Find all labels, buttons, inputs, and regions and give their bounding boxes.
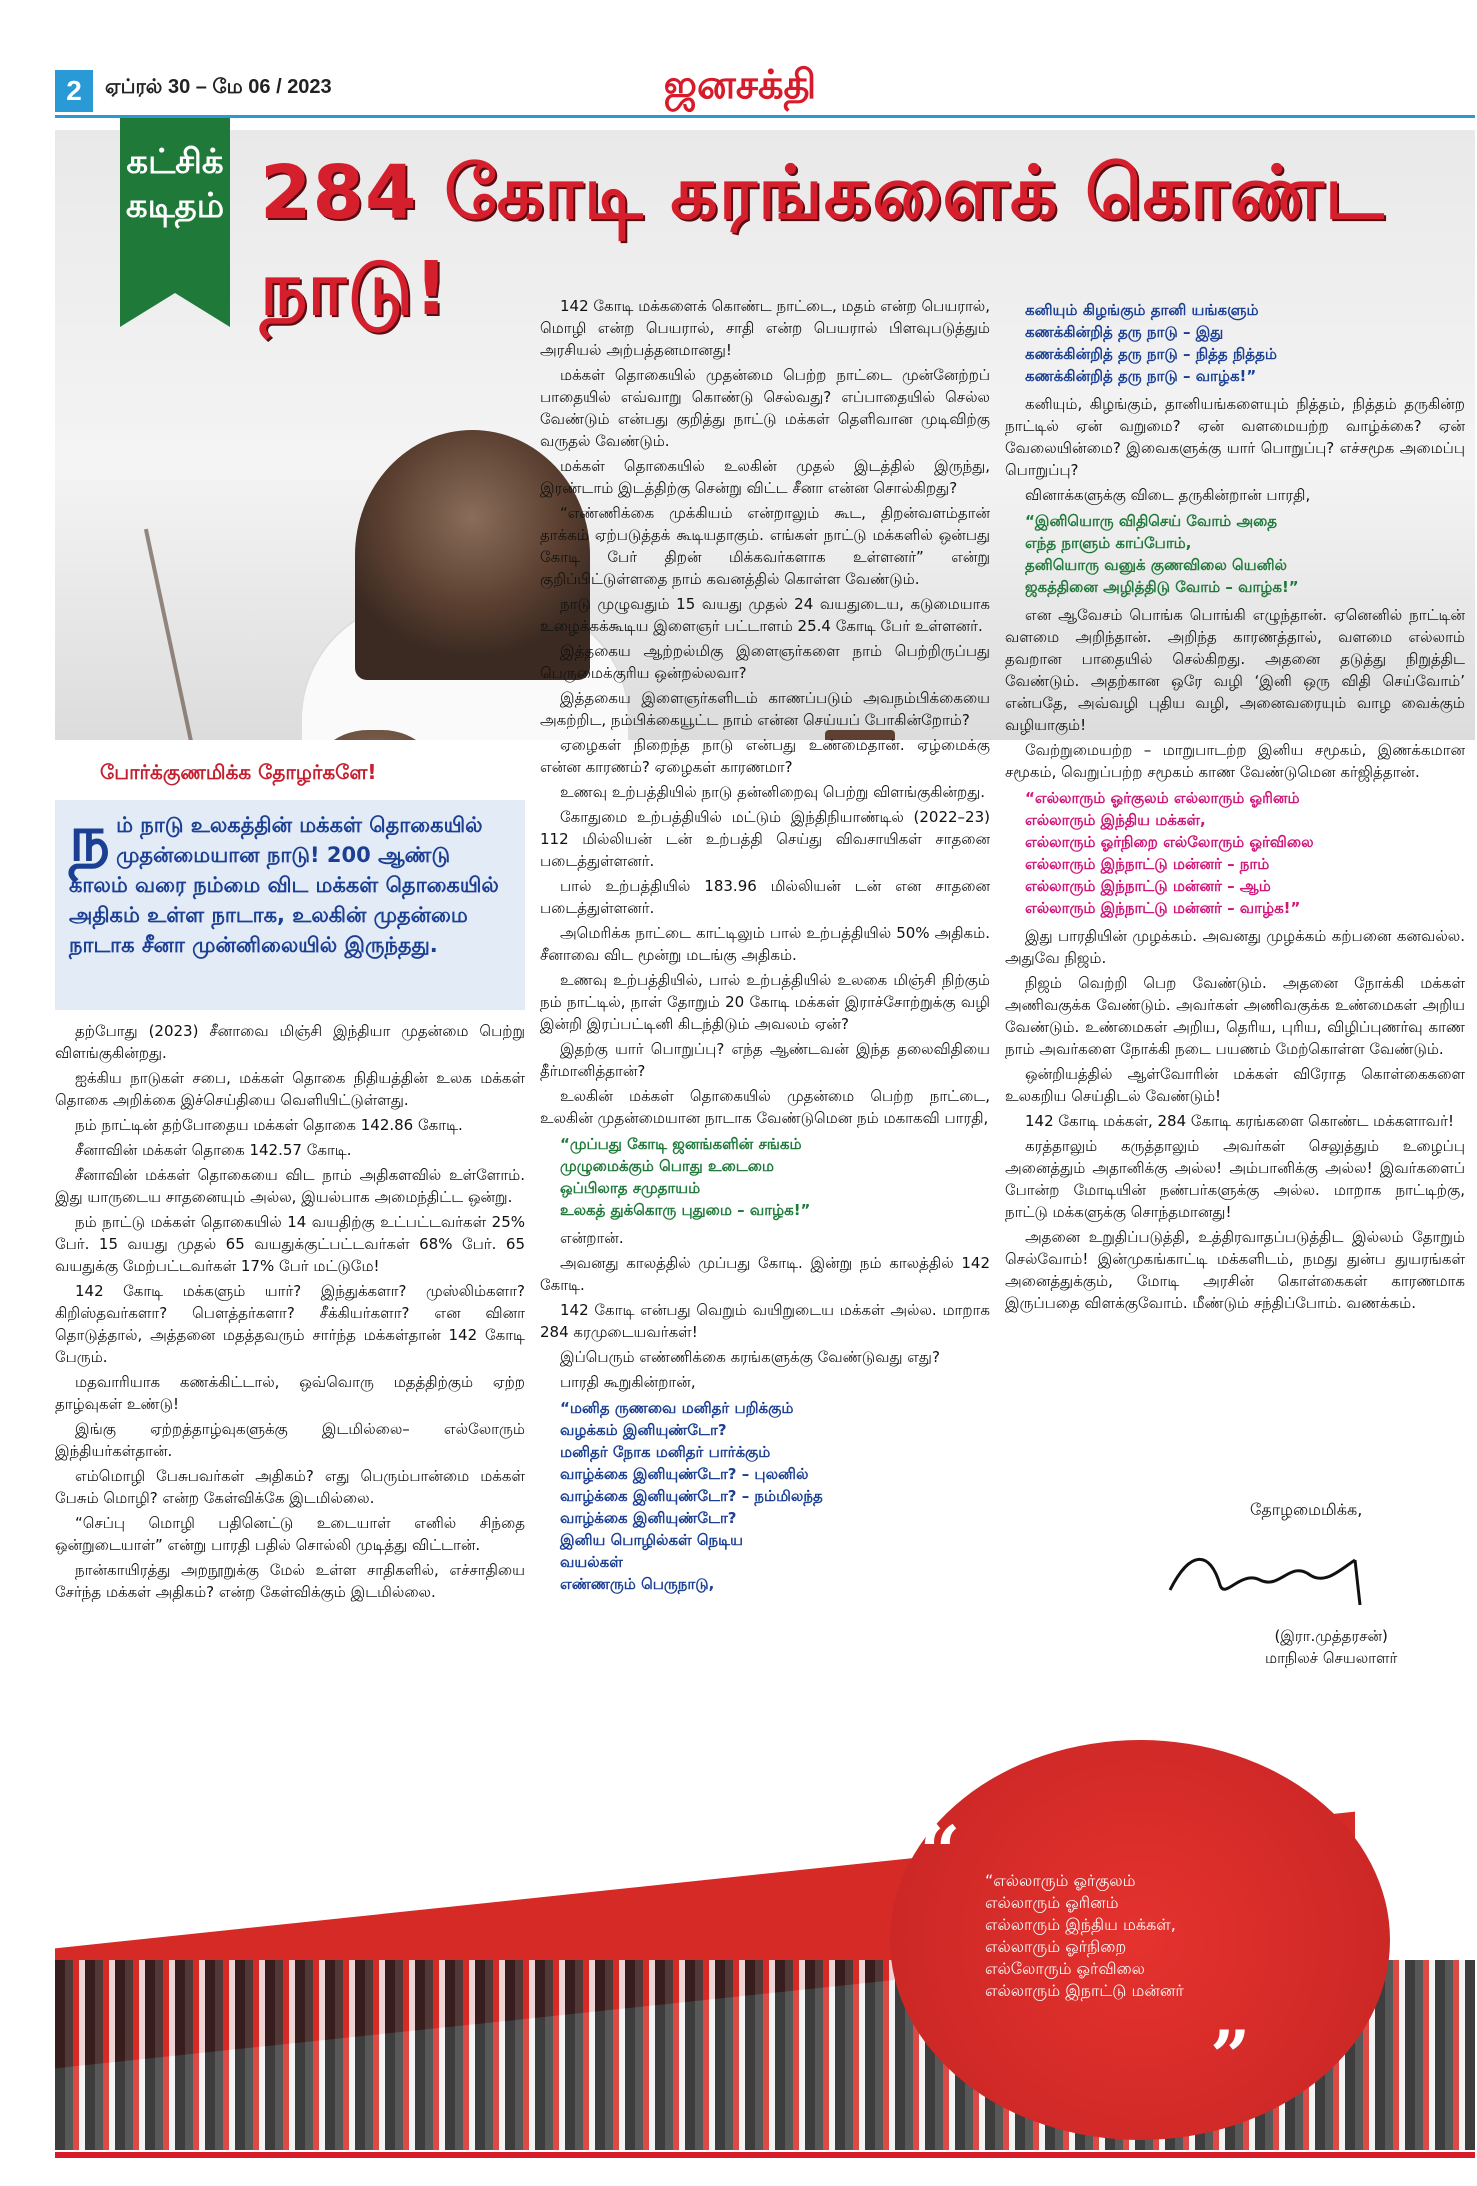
poem-quote: “எல்லாரும் ஓர்குலம் எல்லாரும் ஓரினம் எல்லாரும் இந்திய மக்கள், எல்லாரும் ஓர்நிறை எல்லோரும் ஓர்விலை எல்லாரும் இந்நாட்டு மன்னர் – நாம் எல்லாரும் இந்நாட்டு மன்னர் – ஆம் எல்லாரும் இந்நாட்டு மன்னர் – வாழ்க!” — [1025, 789, 1314, 917]
paragraph: 142 கோடி என்பது வெறும் வயிறுடைய மக்கள் அல்ல. மாறாக 284 கரமுடையவர்கள்! — [540, 1301, 990, 1341]
paragraph: “எண்ணிக்கை முக்கியம் என்றாலும் கூட, திறன்வளம்தான் தாக்கம் ஏற்படுத்தக் கூடியதாகும். எங்கள் நாட்டு மக்களில் ஒன்பது கோடி பேர் திறன் மிக்கவர்களாக உள்ளனர்” என்று குறிப்பிட்டுள்ளதை நாம் கவனத்தில் கொள்ள வேண்டும். — [540, 504, 990, 588]
page-number: 2 — [55, 70, 93, 112]
pull-quote: “எல்லாரும் ஓர்குலம் எல்லாரும் ஓரினம் எல்லாரும் இந்திய மக்கள், எல்லாரும் ஓர்நிறை எல்லோரும் ஓர்விலை எல்லாரும் இநாட்டு மன்னர் — [985, 1871, 1184, 2000]
author-credit — [1265, 1625, 1397, 1669]
lead-text: ம் நாடு உலகத்தின் மக்கள் தொகையில் முதன்மையான நாடு! 200 ஆண்டு காலம் வரை நம்மை விட மக்கள் தொகையில் அதிகம் உள்ள நாடாக, உலகின் முதன்மை நாடாக சீனா முன்னிலையில் இருந்தது. — [69, 813, 499, 957]
paragraph: அதனை உறுதிப்படுத்தி, உத்திரவாதப்படுத்திட இல்லம் தோறும் செல்வோம்! இன்முகங்காட்டி மக்களிடம், நமது துன்ப துயரங்கள் அனைத்துக்கும், மோடி அரசின் கொள்கைகள் காரணமாக இருப்பதை விளக்குவோம். மீண்டும் சந்திப்போம். வணக்கம். — [1005, 1228, 1465, 1312]
paragraph: இங்கு ஏற்றத்தாழ்வுகளுக்கு இடமில்லை– எல்லோரும் இந்தியர்கள்தான். — [55, 1420, 525, 1460]
paragraph: உணவு உற்பத்தியில், பால் உற்பத்தியில் உலகை மிஞ்சி நிற்கும் நம் நாட்டில், நாள் தோறும் 20 கோடி மக்கள் இராச்சோற்றுக்கு வழி இன்றி இரப்பட்டினி கிடந்திடும் அவலம் ஏன்? — [540, 971, 990, 1033]
paragraph: பாரதி கூறுகின்றான், — [560, 1373, 696, 1391]
paragraph: இத்தகைய இளைஞர்களிடம் காணப்படும் அவநம்பிக்கையை அகற்றிட, நம்பிக்கையூட்ட நாம் என்ன செய்யப் போகின்றோம்? — [540, 689, 990, 729]
masthead: ஜனசக்தி — [663, 62, 817, 108]
poem-quote: “மனித ருணவை மனிதர் பறிக்கும் வழக்கம் இனியுண்டோ? மனிதர் நோக மனிதர் பார்க்கும் வாழ்க்கை இனியுண்டோ? – புலனில் வாழ்க்கை இனியுண்டோ? – நம்மிலந்த வாழ்க்கை இனியுண்டோ? இனிய பொழில்கள் நெடிய வயல்கள் எண்ணரும் பெருநாடு, — [560, 1399, 823, 1593]
paragraph: “செப்பு மொழி பதினெட்டு உடையாள் எனில் சிந்தை ஒன்றுடையாள்” என்று பாரதி பதில் சொல்லி முடித்து விட்டான். — [55, 1514, 525, 1554]
signature-image — [1150, 1530, 1390, 1620]
paragraph: நம் நாட்டு மக்கள் தொகையில் 14 வயதிற்கு உட்பட்டவர்கள் 25% பேர். 15 வயது முதல் 65 வயதுக்குட்பட்டவர்கள் 68% பேர். 65 வயதுக்கு மேற்பட்டவர்கள் 17% பேர் மட்டுமே! — [55, 1213, 525, 1275]
paragraph: நாடு முழுவதும் 15 வயது முதல் 24 வயதுடைய, கடுமையாக உழைக்கக்கூடிய இளைஞர் பட்டாளம் 25.4 கோடி பேர் உள்ளனர். — [540, 595, 990, 635]
paragraph: என ஆவேசம் பொங்க பொங்கி எழுந்தான். ஏனெனில் நாட்டின் வளமை அறிந்தான். அறிந்த காரணத்தால், வளமை எல்லாம் தவறான பாதையில் செல்கிறது. அதனை தடுத்து நிறுத்திட வேண்டும். அதற்கான ஒரே வழி ‘இனி ஒரு விதி செய்வோம்’ என்பதே, அவ்வழி புதிய வழி, அனைவரையும் வாழ வைக்கும் வழியாகும்! — [1005, 606, 1465, 734]
closing: தோழமைமிக்க, — [1250, 1500, 1363, 1519]
paragraph: நான்காயிரத்து அறநூறுக்கு மேல் உள்ள சாதிகளில், எச்சாதியை சேர்ந்த மக்கள் அதிகம்? என்ற கேள்விக்கும் இடமில்லை. — [55, 1561, 525, 1601]
quote-open-mark: “ — [920, 1810, 961, 1893]
paragraph: இது பாரதியின் முழக்கம். அவனது முழக்கம் கற்பனை கனவல்ல. அதுவே நிஜம். — [1005, 927, 1465, 967]
issue-date: ஏப்ரல் 30 – மே 06 / 2023 — [105, 76, 332, 98]
paragraph: இத்தகைய ஆற்றல்மிகு இளைஞர்களை நாம் பெற்றிருப்பது பெருமைக்குரிய ஒன்றல்லவா? — [540, 642, 990, 682]
column-3 — [1005, 295, 1465, 1317]
paragraph: நிஜம் வெற்றி பெற வேண்டும். அதனை நோக்கி மக்கள் அணிவகுக்க வேண்டும். அவர்கள் அணிவகுக்க உண்மைகள் அறிய வேண்டும். உண்மைகள் அறிய, தெரிய, புரிய, விழிப்புணர்வு காண நாம் அவர்களை நோக்கி நடை பயணம் மேற்கொள்ள வேண்டும். — [1005, 974, 1465, 1058]
paragraph: ஐக்கிய நாடுகள் சபை, மக்கள் தொகை நிதியத்தின் உலக மக்கள் தொகை அறிக்கை இச்செய்தியை வெளியிட்டுள்ளது. — [55, 1069, 525, 1109]
lead-paragraph — [55, 800, 525, 1010]
paragraph: மக்கள் தொகையில் உலகின் முதல் இடத்தில் இருந்து, இரண்டாம் இடத்திற்கு சென்று விட்ட சீனா என்ன சொல்கிறது? — [540, 457, 990, 497]
paragraph: கோதுமை உற்பத்தியில் மட்டும் இந்திநியாண்டில் (2022–23) 112 மில்லியன் டன் உற்பத்தி செய்து விவசாயிகள் சாதனை படைத்துள்ளனர். — [540, 808, 990, 870]
column-1 — [55, 1020, 525, 1606]
paragraph: சீனாவின் மக்கள் தொகையை விட நாம் அதிகளவில் உள்ளோம். இது யாருடைய சாதனையும் அல்ல, இயல்பாக அமைந்திட்ட ஒன்று. — [55, 1166, 525, 1206]
paragraph: கரத்தாலும் கருத்தாலும் அவர்கள் செலுத்தும் உழைப்பு அனைத்தும் அதானிக்கு அல்ல! அம்பானிக்கு அல்ல! இவர்களைப் போன்ற மோடியின் நண்பர்களுக்கு அல்ல. மாறாக நாட்டிற்கு, நாட்டு மக்களுக்கு சொந்தமானது! — [1005, 1137, 1465, 1221]
paragraph: வினாக்களுக்கு விடை தருகின்றான் பாரதி, — [1025, 486, 1311, 504]
paragraph: உணவு உற்பத்தியில் நாடு தன்னிறைவு பெற்று விளங்குகின்றது. — [560, 783, 986, 801]
paragraph: சீனாவின் மக்கள் தொகை 142.57 கோடி. — [75, 1141, 352, 1159]
paragraph: இப்பெரும் எண்ணிக்கை கரங்களுக்கு வேண்டுவது எது? — [560, 1348, 940, 1366]
paragraph: தற்போது (2023) சீனாவை மிஞ்சி இந்தியா முதன்மை பெற்று விளங்குகின்றது. — [55, 1022, 525, 1062]
section-ribbon — [120, 118, 230, 293]
paragraph: மதவாரியாக கணக்கிட்டால், ஒவ்வொரு மதத்திற்கும் ஏற்ற தாழ்வுகள் உண்டு! — [55, 1373, 525, 1413]
paragraph: எம்மொழி பேசுபவர்கள் அதிகம்? எது பெரும்பான்மை மக்கள் பேசும் மொழி? என்ற கேள்விக்கே இடமில்லை. — [55, 1467, 525, 1507]
paragraph: 142 கோடி மக்கள், 284 கோடி கரங்களை கொண்ட மக்களாவர்! — [1025, 1112, 1455, 1130]
paragraph: உலகின் மக்கள் தொகையில் முதன்மை பெற்ற நாட்டை, உலகின் முதன்மையான நாடாக வேண்டுமென நம் மகாகவி பாரதி, — [540, 1087, 990, 1127]
paragraph: பால் உற்பத்தியில் 183.96 மில்லியன் டன் என சாதனை படைத்துள்ளனர். — [540, 877, 990, 917]
paragraph: 142 கோடி மக்களும் யார்? இந்துக்களா? முஸ்லிம்களா? கிறிஸ்தவர்களா? பௌத்தர்களா? சீக்கியர்களா? என வினா தொடுத்தால், அத்தனை மதத்தவரும் சார்ந்த மக்கள்தான் 142 கோடி பேரும். — [55, 1282, 525, 1366]
quote-close-mark: ” — [1210, 2015, 1251, 2098]
column-2 — [540, 295, 990, 1601]
paragraph: ஏழைகள் நிறைந்த நாடு என்பது உண்மைதான். ஏழ்மைக்கு என்ன காரணம்? ஏழைகள் காரணமா? — [540, 736, 990, 776]
paragraph: வேற்றுமையற்ற – மாறுபாடற்ற இனிய சமூகம், இணக்கமான சமூகம், வெறுப்பற்ற சமூகம் காண வேண்டுமென கர்ஜித்தான். — [1005, 741, 1465, 781]
drop-cap: ந — [69, 802, 111, 876]
paragraph: அவனது காலத்தில் முப்பது கோடி. இன்று நம் காலத்தில் 142 கோடி. — [540, 1254, 990, 1294]
header-rule — [55, 115, 1475, 118]
paragraph: கனியும், கிழங்கும், தானியங்களையும் நித்தம், நித்தம் தருகின்ற நாட்டில் ஏன் வறுமை? ஏன் வளமையற்ற வாழ்க்கை? ஏன் வேலையின்மை? இவைகளுக்கு யார் பொறுப்பு? எச்சமூக அமைப்பு பொறுப்பு? — [1005, 395, 1465, 479]
poem-quote: “முப்பது கோடி ஜனங்களின் சங்கம் முழுமைக்கும் பொது உடைமை ஒப்பிலாத சமுதாயம் உலகத் துக்கொரு புதுமை – வாழ்க!” — [560, 1135, 811, 1219]
author-role: மாநிலச் செயலாளர் — [1265, 1649, 1398, 1667]
salutation: போர்க்குணமிக்க தோழர்களே! — [100, 760, 377, 784]
paragraph: நம் நாட்டின் தற்போதைய மக்கள் தொகை 142.86 கோடி. — [75, 1116, 463, 1134]
paragraph: என்றான். — [560, 1229, 624, 1247]
footer-rule — [55, 2152, 1475, 2158]
author-name: (இரா.முத்தரசன்) — [1274, 1627, 1388, 1645]
paragraph: மக்கள் தொகையில் முதன்மை பெற்ற நாட்டை முன்னேற்றப் பாதையில் எவ்வாறு கொண்டு செல்வது? எப்பாதையில் செல்ல வேண்டும் என்பது குறித்து நாட்டு மக்கள் தெளிவான முடிவிற்கு வருதல் வேண்டும். — [540, 366, 990, 450]
paragraph: 142 கோடி மக்களைக் கொண்ட நாட்டை, மதம் என்ற பெயரால், மொழி என்ற பெயரால், சாதி என்ற பெயரால் பிளவுபடுத்தும் அரசியல் அற்பத்தனமானது! — [540, 297, 990, 359]
bronze-busts — [175, 730, 585, 740]
paragraph: அமெரிக்க நாட்டை காட்டிலும் பால் உற்பத்தியில் 50% அதிகம். சீனாவை விட மூன்று மடங்கு அதிகம். — [540, 924, 990, 964]
headline: 284 கோடி கரங்களைக் கொண்ட நாடு! — [260, 150, 1385, 332]
paragraph: இதற்கு யார் பொறுப்பு? எந்த ஆண்டவன் இந்த தலைவிதியை தீர்மானித்தான்? — [540, 1040, 990, 1080]
poem-quote: “இனியொரு விதிசெய் வோம் அதை எந்த நாளும் காப்போம், தனியொரு வனுக் குணவிலை யெனில் ஜகத்தினை அழித்திடு வோம் – வாழ்க!” — [1025, 512, 1299, 596]
paragraph: ஒன்றியத்தில் ஆள்வோரின் மக்கள் விரோத கொள்கைகளை உலகறிய செய்திடல் வேண்டும்! — [1005, 1065, 1465, 1105]
poem-quote: கனியும் கிழங்கும் தானி யங்களும் கணக்கின்றித் தரு நாடு – இது கணக்கின்றித் தரு நாடு – நித்த நித்தம் கணக்கின்றித் தரு நாடு – வாழ்க!” — [1025, 301, 1277, 385]
page-header — [0, 0, 1477, 110]
section-label: கட்சிக் கடிதம் — [125, 142, 225, 226]
